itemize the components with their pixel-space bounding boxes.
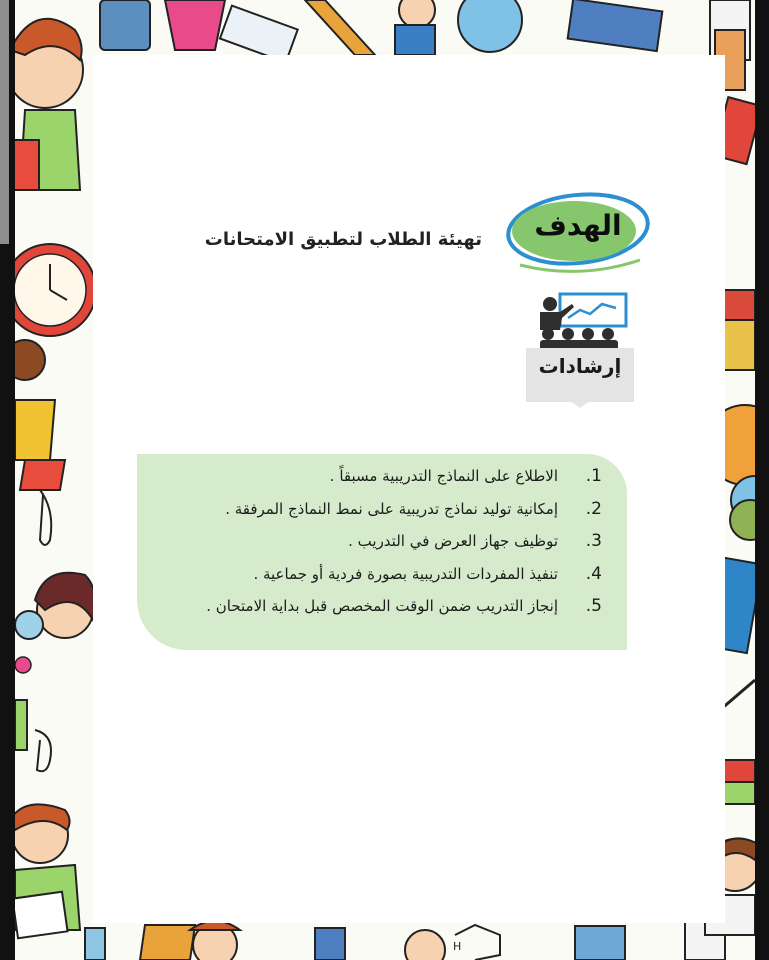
list-item-text: تنفيذ المفردات التدريبية بصورة فردية أو جماعية .: [253, 564, 558, 583]
list-item: [150, 461, 602, 494]
goal-text: تهيئة الطلاب لتطبيق الامتحانات: [204, 229, 482, 250]
list-item: [150, 591, 602, 624]
instructions-list: [150, 461, 602, 624]
list-item-text: الاطلاع على النماذج التدريبية مسبقاً .: [329, 467, 558, 485]
screen-edge-right: [755, 0, 769, 960]
list-item-text: إمكانية توليد نماذج تدريبية على نمط النماذج المرفقة .: [225, 499, 558, 518]
list-item-number: 1.: [585, 466, 602, 486]
list-item-text: توظيف جهاز العرض في التدريب .: [348, 532, 558, 550]
presentation-icon: [520, 290, 640, 410]
list-item: [150, 559, 602, 592]
svg-text:H: H: [453, 940, 462, 953]
goal-title: الهدف: [534, 209, 622, 242]
list-item-number: 5.: [585, 596, 602, 616]
list-item-number: 2.: [585, 498, 602, 519]
list-item-number: 4.: [585, 563, 602, 584]
list-item-number: 3.: [585, 531, 602, 551]
list-item: [150, 494, 602, 527]
list-item: [150, 526, 602, 559]
scroll-indicator[interactable]: [0, 0, 9, 244]
list-item-text: إنجاز التدريب ضمن الوقت المخصص قبل بداية الامتحان .: [206, 597, 558, 615]
instructions-label: إرشادات: [538, 354, 622, 378]
